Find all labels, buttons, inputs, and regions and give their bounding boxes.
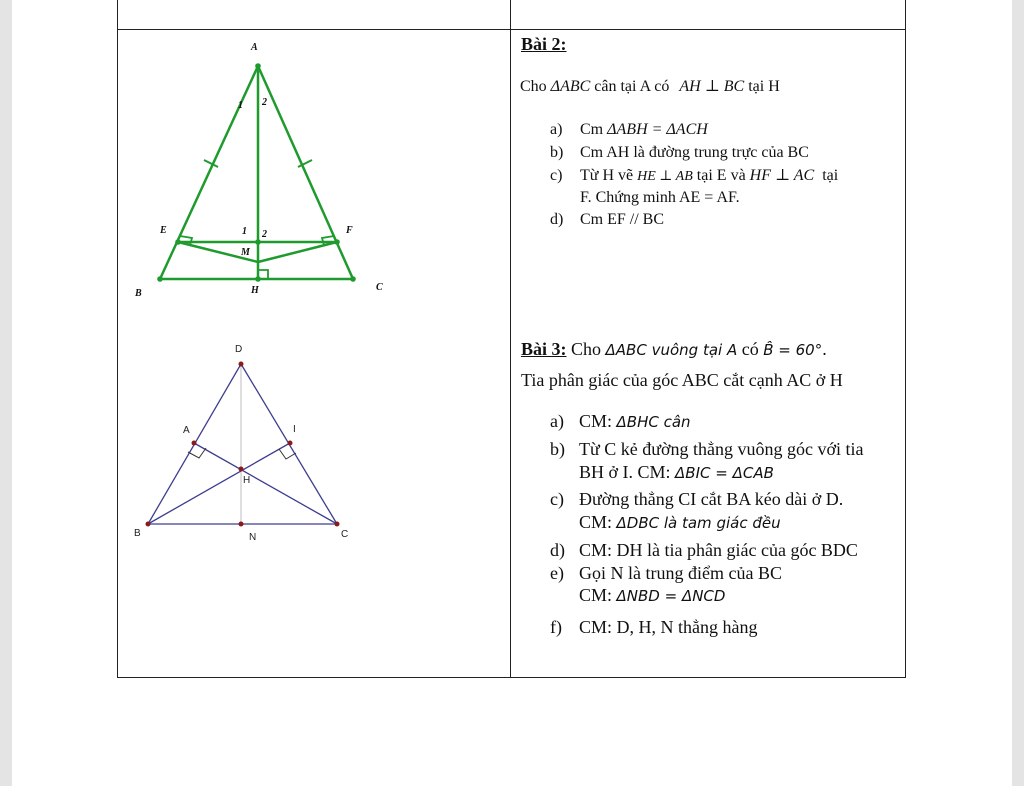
label-a3: A — [183, 425, 190, 436]
bai2-title: Bài 2: — [521, 34, 567, 54]
segment-bi — [148, 443, 290, 524]
label-n3: N — [249, 532, 257, 543]
label-b: B — [135, 288, 142, 299]
bai2-intro-ah: AH ⊥ BC — [679, 78, 745, 95]
label-angle-2-top: 2 — [262, 97, 267, 108]
point-i3 — [288, 441, 293, 446]
label-angle-1-mid: 1 — [242, 226, 247, 237]
bai2-intro-1: Cho — [520, 78, 547, 95]
label-b3: B — [134, 528, 141, 539]
bai3-title: Bài 3: — [521, 339, 567, 359]
label-m: M — [241, 247, 250, 258]
bai2-intro — [520, 76, 780, 98]
point-h3 — [239, 467, 244, 472]
bai3-intro-2: có — [741, 339, 759, 359]
bai2-intro-triangle: ΔABC — [550, 78, 591, 95]
point-n3 — [239, 522, 244, 527]
label-angle-1-top: 1 — [238, 100, 243, 111]
bai3-intro-angle: B̂ = 60° — [763, 341, 823, 359]
label-f: F — [346, 225, 353, 236]
label-c3: C — [341, 529, 349, 540]
point-c3 — [335, 522, 340, 527]
bai2-intro-3: tại H — [748, 78, 780, 95]
label-d3: D — [235, 344, 243, 355]
label-a: A — [251, 42, 258, 53]
figure-bai3 — [12, 0, 1012, 786]
bai3-line2: Tia phân giác của góc ABC cắt cạnh AC ở H — [521, 370, 843, 390]
point-b3 — [146, 522, 151, 527]
bai2-intro-2: cân tại A có — [594, 78, 670, 95]
bai3-intro: Bài 3: Cho ΔABC vuông tại A có B̂ = 60°. — [521, 339, 827, 359]
label-e: E — [160, 225, 167, 236]
document-page: A B C E F H M 1 2 1 2 D A I H B N C Bài 2: Cho ΔABC cân tại A có AH ⊥ BC tại H a) Cm ΔABH = ΔACH b) Cm AH là đường trung trực của BC c) Từ H vẽ HE ⊥ AB tại E và HF ⊥ AC tại F. Chứng minh AE = AF. d) Cm EF // BC Bài 3: Cho ΔABC vuông tại A có B̂ = 60°. Tia phân giác của góc ABC cắt cạnh AC ở H a) CM: ΔBHC cân b) Từ C kẻ đường thẳng vuông góc với tia BH ở I. CM: ΔBIC = ΔCAB c) Đường thẳng CI cắt BA kéo dài ở D. CM: ΔDBC là tam giác đều d) CM: DH là tia phân giác của góc BDC e) Gọi N là trung điểm của BC CM: ΔNBD = ΔNCD f) CM: D, H, N thẳng hàng — [12, 0, 1012, 786]
label-c: C — [376, 282, 383, 293]
label-angle-2-mid: 2 — [262, 229, 267, 240]
segment-ca — [194, 443, 337, 524]
point-a3 — [192, 441, 197, 446]
bai3-intro-1: Cho — [571, 339, 602, 359]
label-h: H — [251, 285, 259, 296]
label-i3: I — [293, 424, 296, 435]
bai3-intro-math: ΔABC vuông tại A — [605, 341, 738, 359]
point-d3 — [239, 362, 244, 367]
label-h3: H — [243, 475, 251, 486]
